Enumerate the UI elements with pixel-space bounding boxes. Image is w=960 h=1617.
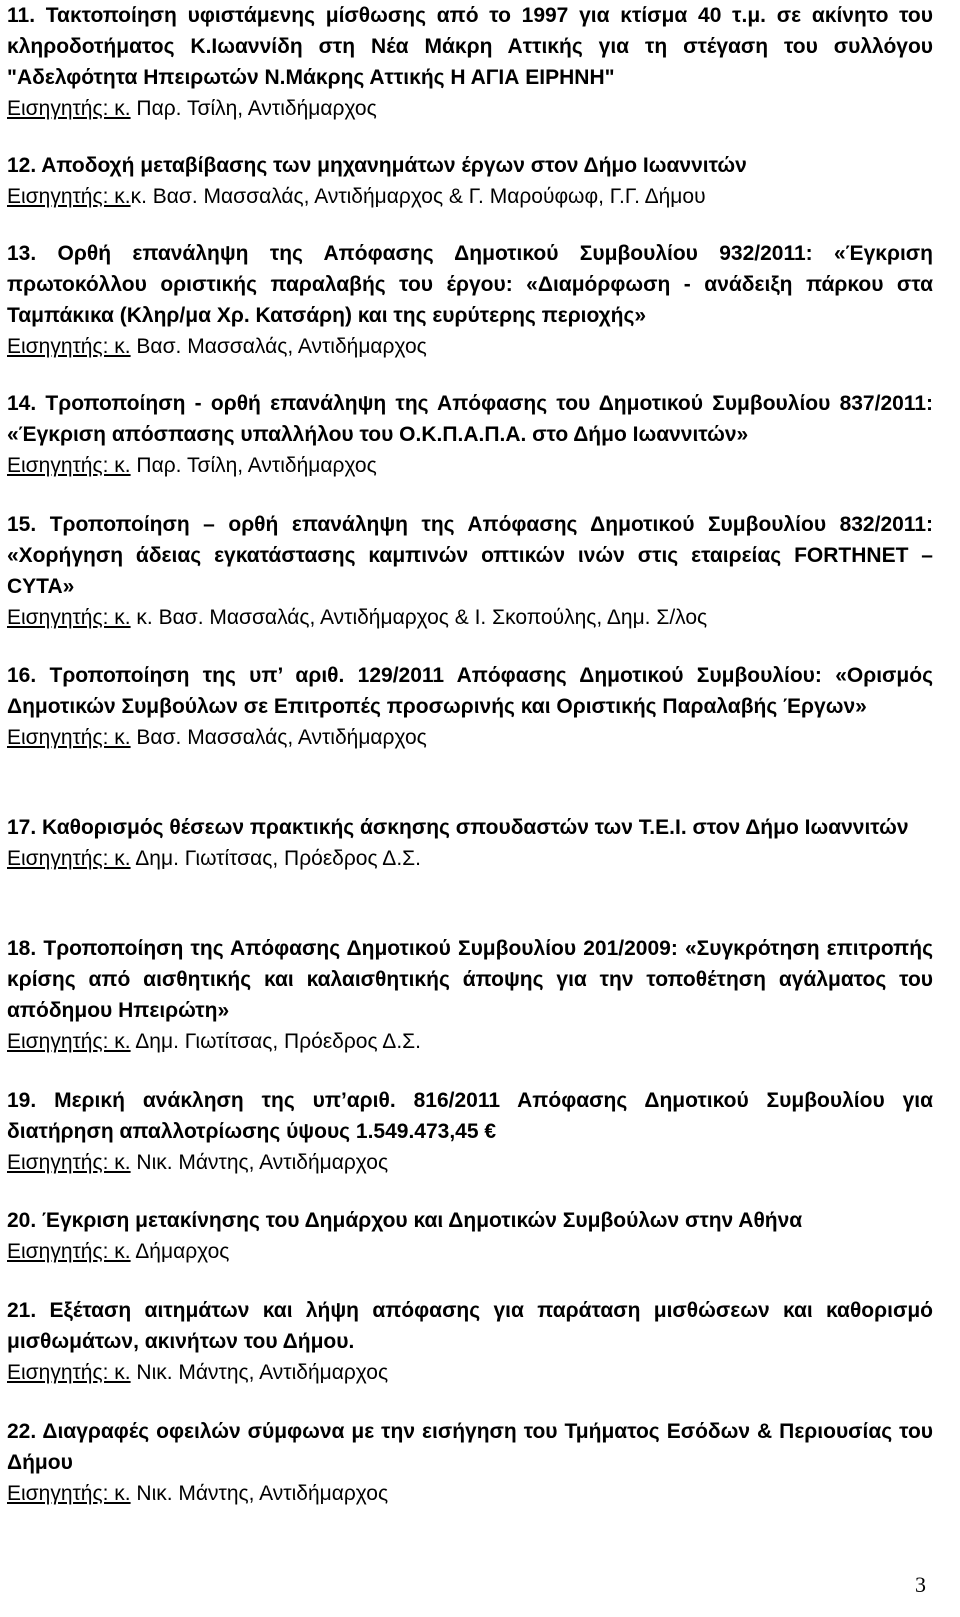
agenda-item-reporter	[7, 1357, 933, 1388]
agenda-item-title: 22. Διαγραφές οφειλών σύμφωνα με την εισήγηση του Τμήματος Εσόδων & Περιουσίας του Δήμου	[7, 1420, 933, 1474]
agenda-item-reporter	[7, 331, 933, 362]
reporter-name: Δημ. Γιωτίτσας, Πρόεδρος Δ.Σ.	[130, 847, 421, 870]
agenda-item-title: 14. Τροποποίηση - ορθή επανάληψη της Απόφασης του Δημοτικού Συμβουλίου 837/2011: «Έγκριση απόσπασης υπαλλήλου του Ο.Κ.Π.Α.Π.Α. στο Δήμο Ιωαννιτών»	[7, 392, 933, 446]
reporter-name: Παρ. Τσίλη, Αντιδήμαρχος	[130, 97, 377, 120]
reporter-name: κ. Βασ. Μασσαλάς, Αντιδήμαρχος & Ι. Σκοπούλης, Δημ. Σ/λος	[130, 606, 708, 629]
agenda-item-title: 19. Μερική ανάκληση της υπ’αριθ. 816/2011 Απόφασης Δημοτικού Συμβουλίου για διατήρηση απαλλοτρίωσης ύψους 1.549.473,45 €	[7, 1089, 933, 1143]
reporter-name: κ. Βασ. Μασσαλάς, Αντιδήμαρχος & Γ. Μαρούφωφ, Γ.Γ. Δήμου	[130, 185, 706, 208]
agenda-item-title: 18. Τροποποίηση της Απόφασης Δημοτικού Συμβουλίου 201/2009: «Συγκρότηση επιτροπής κρίσης από αισθητικής και καλαισθητικής άποψης για την τοποθέτηση αγάλματος του απόδημου Ηπειρώτη»	[7, 937, 933, 1022]
reporter-label: Εισηγητής: κ.	[7, 1151, 131, 1174]
agenda-item-19	[7, 1085, 933, 1178]
reporter-name: Δήμαρχος	[130, 1240, 230, 1263]
agenda-item-title: 13. Ορθή επανάληψη της Απόφασης Δημοτικού Συμβουλίου 932/2011: «Έγκριση πρωτοκόλλου οριστικής παραλαβής του έργου: «Διαμόρφωση - ανάδειξη πάρκου στα Ταμπάκικα (Κληρ/μα Χρ. Κατσάρη) και της ευρύτερης περιοχής»	[7, 242, 933, 327]
agenda-item-reporter	[7, 722, 933, 753]
agenda-item-reporter	[7, 843, 933, 874]
agenda-item-title: 21. Εξέταση αιτημάτων και λήψη απόφασης για παράταση μισθώσεων και καθορισμό μισθωμάτων, ακινήτων του Δήμου.	[7, 1299, 933, 1353]
agenda-item-title: 11. Τακτοποίηση υφιστάμενης μίσθωσης από το 1997 για κτίσμα 40 τ.μ. σε ακίνητο του κληροδοτήματος Κ.Ιωαννίδη στη Νέα Μάκρη Αττικής για τη στέγαση του συλλόγου "Αδελφότητα Ηπειρωτών Ν.Μάκρης Αττικής Η ΑΓΙΑ ΕΙΡΗΝΗ"	[7, 4, 933, 89]
page-number: 3	[915, 1572, 926, 1597]
reporter-name: Παρ. Τσίλη, Αντιδήμαρχος	[130, 454, 377, 477]
reporter-label: Εισηγητής: κ.	[7, 726, 131, 749]
agenda-item-15	[7, 509, 933, 633]
reporter-label: Εισηγητής: κ.	[7, 335, 131, 358]
reporter-label: Εισηγητής: κ.	[7, 454, 131, 477]
agenda-item-21	[7, 1295, 933, 1388]
agenda-item-22	[7, 1416, 933, 1509]
agenda-item-12	[7, 150, 933, 212]
agenda-item-13	[7, 238, 933, 362]
reporter-name: Νικ. Μάντης, Αντιδήμαρχος	[130, 1482, 389, 1505]
agenda-item-reporter	[7, 450, 933, 481]
reporter-name: Βασ. Μασσαλάς, Αντιδήμαρχος	[130, 726, 427, 749]
agenda-item-reporter	[7, 93, 933, 124]
agenda-item-reporter	[7, 602, 933, 633]
reporter-name: Δημ. Γιωτίτσας, Πρόεδρος Δ.Σ.	[130, 1030, 421, 1053]
agenda-item-title: 12. Αποδοχή μεταβίβασης των μηχανημάτων έργων στον Δήμο Ιωαννιτών	[7, 154, 747, 177]
agenda-item-reporter	[7, 181, 933, 212]
agenda-item-reporter	[7, 1236, 933, 1267]
reporter-label: Εισηγητής: κ.	[7, 1240, 131, 1263]
agenda-item-reporter	[7, 1147, 933, 1178]
reporter-name: Νικ. Μάντης, Αντιδήμαρχος	[130, 1151, 389, 1174]
agenda-item-reporter	[7, 1478, 933, 1509]
reporter-name: Βασ. Μασσαλάς, Αντιδήμαρχος	[130, 335, 427, 358]
agenda-item-14	[7, 388, 933, 481]
reporter-label: Εισηγητής: κ.	[7, 1030, 131, 1053]
agenda-item-title: 20. Έγκριση μετακίνησης του Δημάρχου και Δημοτικών Συμβούλων στην Αθήνα	[7, 1209, 803, 1232]
agenda-item-20	[7, 1205, 933, 1267]
agenda-item-title: 15. Τροποποίηση – ορθή επανάληψη της Απόφασης Δημοτικού Συμβουλίου 832/2011: «Χορήγηση άδειας εγκατάστασης καμπινών οπτικών ινών στις εταιρείας FORTHNET – CYTA»	[7, 513, 933, 598]
reporter-label: Εισηγητής: κ.	[7, 847, 131, 870]
agenda-item-title: 16. Τροποποίηση της υπ’ αριθ. 129/2011 Απόφασης Δημοτικού Συμβουλίου: «Ορισμός Δημοτικών Συμβούλων σε Επιτροπές προσωρινής και Οριστικής Παραλαβής Έργων»	[7, 664, 933, 718]
reporter-label: Εισηγητής: κ.	[7, 1482, 131, 1505]
reporter-name: Νικ. Μάντης, Αντιδήμαρχος	[130, 1361, 389, 1384]
agenda-item-17	[7, 812, 933, 874]
agenda-item-title: 17. Καθορισμός θέσεων πρακτικής άσκησης σπουδαστών των Τ.Ε.Ι. στον Δήμο Ιωαννιτών	[7, 816, 909, 839]
agenda-item-16	[7, 660, 933, 753]
reporter-label: Εισηγητής: κ.	[7, 1361, 131, 1384]
reporter-label: Εισηγητής: κ.	[7, 606, 131, 629]
agenda-item-18	[7, 933, 933, 1057]
agenda-item-reporter	[7, 1026, 933, 1057]
reporter-label: Εισηγητής: κ.	[7, 97, 131, 120]
reporter-label: Εισηγητής: κ.	[7, 185, 131, 208]
agenda-item-11	[7, 0, 933, 124]
